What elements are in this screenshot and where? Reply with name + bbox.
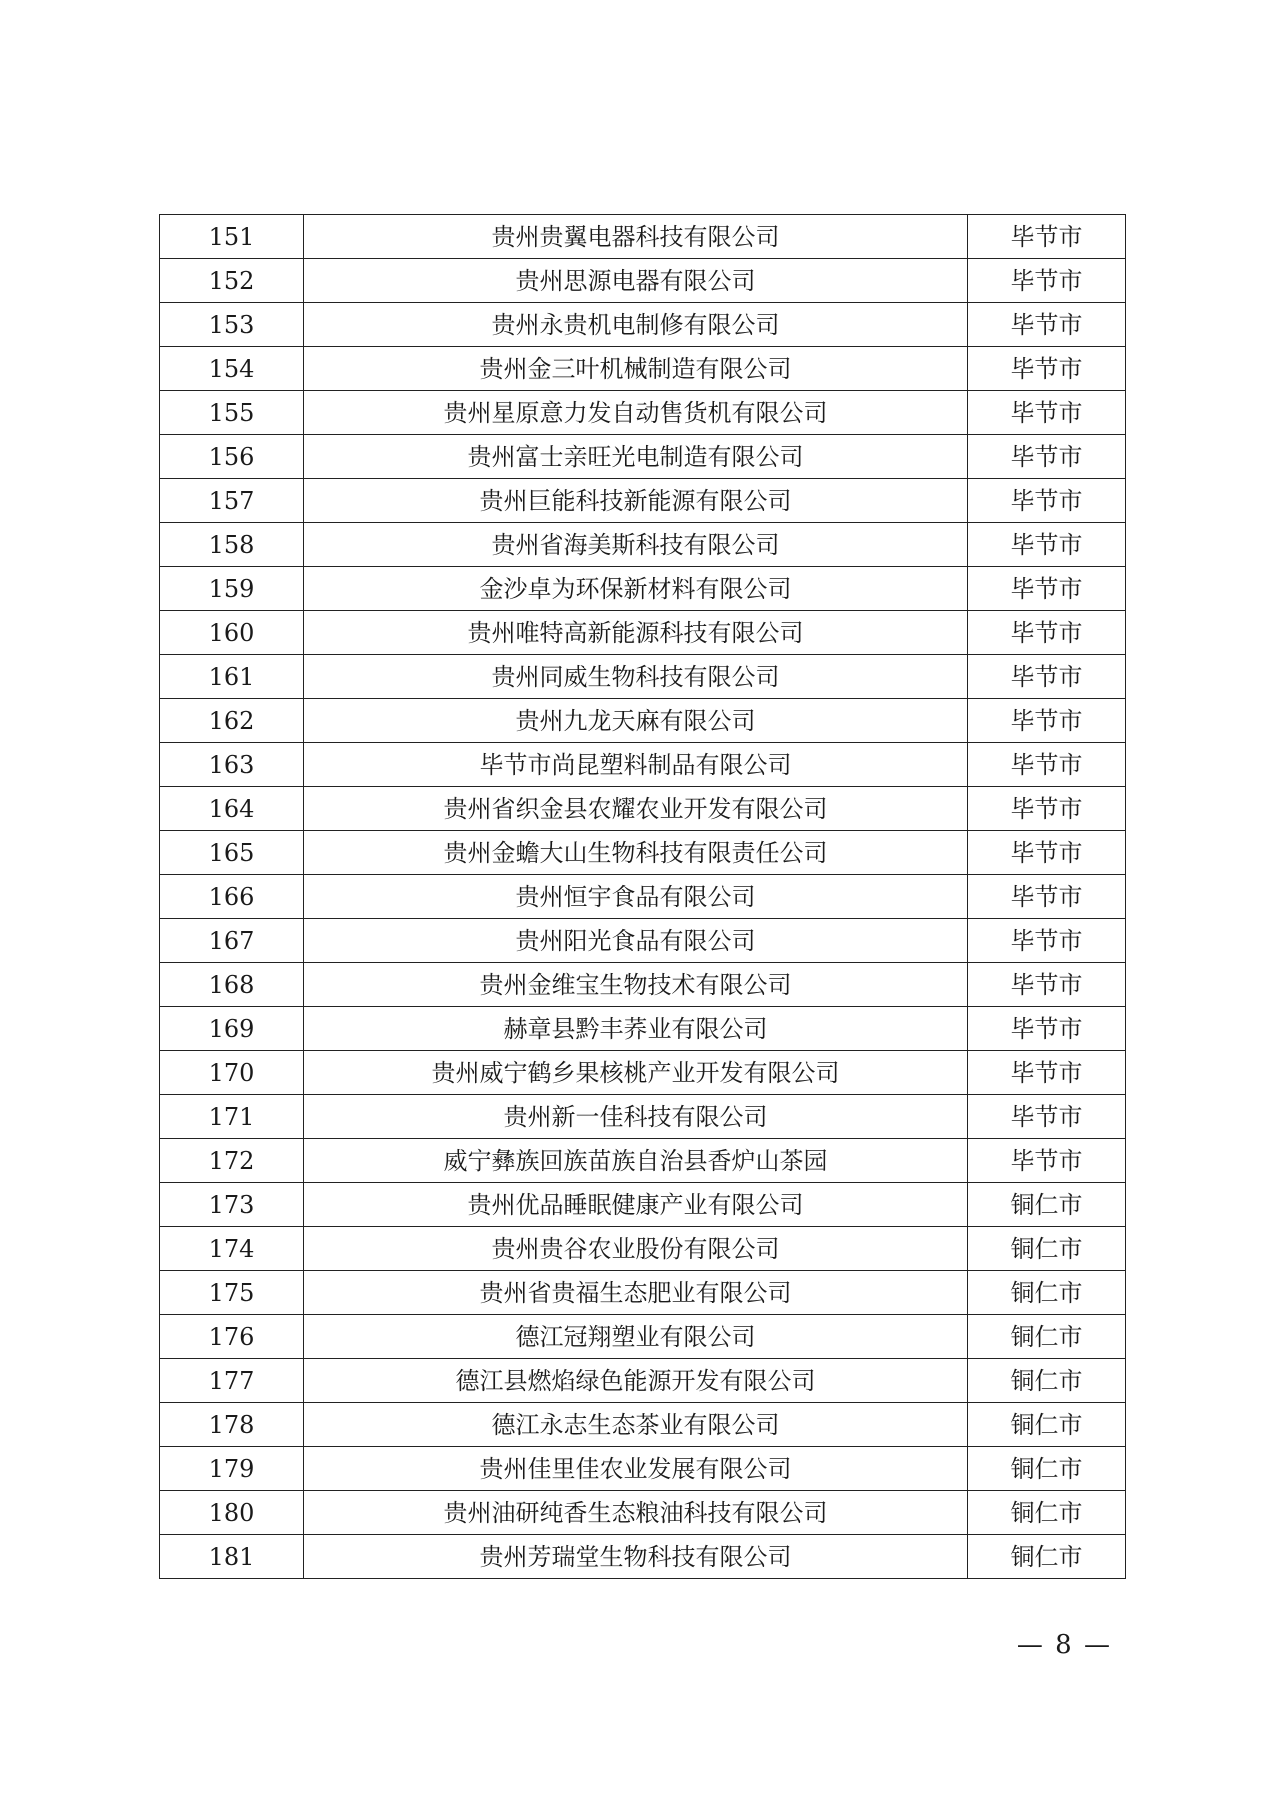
city-cell: 铜仁市: [968, 1271, 1126, 1315]
company-name-cell: 德江永志生态茶业有限公司: [304, 1403, 968, 1447]
table-row: [160, 963, 1126, 1007]
row-number-cell: 156: [160, 435, 304, 479]
table-row: [160, 303, 1126, 347]
row-number-cell: 158: [160, 523, 304, 567]
city-cell: 铜仁市: [968, 1227, 1126, 1271]
city-cell: 毕节市: [968, 831, 1126, 875]
table-row: [160, 1535, 1126, 1579]
row-number-cell: 168: [160, 963, 304, 1007]
company-name-cell: 贵州贵翼电器科技有限公司: [304, 215, 968, 259]
city-cell: 铜仁市: [968, 1535, 1126, 1579]
row-number-cell: 172: [160, 1139, 304, 1183]
company-name-cell: 贵州星原意力发自动售货机有限公司: [304, 391, 968, 435]
company-name-cell: 贵州省织金县农耀农业开发有限公司: [304, 787, 968, 831]
row-number-cell: 154: [160, 347, 304, 391]
row-number-cell: 166: [160, 875, 304, 919]
row-number-cell: 180: [160, 1491, 304, 1535]
table-row: [160, 1447, 1126, 1491]
city-cell: 毕节市: [968, 919, 1126, 963]
table-row: [160, 1183, 1126, 1227]
company-name-cell: 贵州威宁鹤乡果核桃产业开发有限公司: [304, 1051, 968, 1095]
table-row: [160, 523, 1126, 567]
company-name-cell: 贵州油研纯香生态粮油科技有限公司: [304, 1491, 968, 1535]
company-name-cell: 毕节市尚昆塑料制品有限公司: [304, 743, 968, 787]
city-cell: 毕节市: [968, 787, 1126, 831]
row-number-cell: 167: [160, 919, 304, 963]
table-body: [160, 215, 1126, 1579]
city-cell: 毕节市: [968, 699, 1126, 743]
table-row: [160, 1227, 1126, 1271]
company-name-cell: 贵州优品睡眠健康产业有限公司: [304, 1183, 968, 1227]
city-cell: 毕节市: [968, 875, 1126, 919]
company-name-cell: 贵州唯特高新能源科技有限公司: [304, 611, 968, 655]
row-number-cell: 162: [160, 699, 304, 743]
table-row: [160, 1403, 1126, 1447]
city-cell: 铜仁市: [968, 1447, 1126, 1491]
city-cell: 毕节市: [968, 259, 1126, 303]
row-number-cell: 164: [160, 787, 304, 831]
company-name-cell: 贵州省贵福生态肥业有限公司: [304, 1271, 968, 1315]
city-cell: 毕节市: [968, 1139, 1126, 1183]
row-number-cell: 157: [160, 479, 304, 523]
city-cell: 毕节市: [968, 479, 1126, 523]
city-cell: 毕节市: [968, 1051, 1126, 1095]
company-name-cell: 德江县燃焰绿色能源开发有限公司: [304, 1359, 968, 1403]
row-number-cell: 153: [160, 303, 304, 347]
city-cell: 毕节市: [968, 567, 1126, 611]
city-cell: 铜仁市: [968, 1183, 1126, 1227]
table-row: [160, 655, 1126, 699]
row-number-cell: 151: [160, 215, 304, 259]
row-number-cell: 165: [160, 831, 304, 875]
table-row: [160, 1007, 1126, 1051]
table-row: [160, 611, 1126, 655]
company-name-cell: 赫章县黔丰荞业有限公司: [304, 1007, 968, 1051]
company-name-cell: 威宁彝族回族苗族自治县香炉山茶园: [304, 1139, 968, 1183]
company-name-cell: 贵州九龙天麻有限公司: [304, 699, 968, 743]
row-number-cell: 152: [160, 259, 304, 303]
city-cell: 毕节市: [968, 1007, 1126, 1051]
city-cell: 毕节市: [968, 1095, 1126, 1139]
company-name-cell: 贵州阳光食品有限公司: [304, 919, 968, 963]
city-cell: 毕节市: [968, 391, 1126, 435]
company-name-cell: 贵州金蟾大山生物科技有限责任公司: [304, 831, 968, 875]
row-number-cell: 169: [160, 1007, 304, 1051]
company-name-cell: 贵州金维宝生物技术有限公司: [304, 963, 968, 1007]
table-row: [160, 567, 1126, 611]
page-number: — 8 —: [1016, 1630, 1112, 1660]
city-cell: 毕节市: [968, 303, 1126, 347]
company-name-cell: 贵州佳里佳农业发展有限公司: [304, 1447, 968, 1491]
table-row: [160, 875, 1126, 919]
city-cell: 毕节市: [968, 347, 1126, 391]
row-number-cell: 177: [160, 1359, 304, 1403]
city-cell: 毕节市: [968, 655, 1126, 699]
company-name-cell: 贵州恒宇食品有限公司: [304, 875, 968, 919]
row-number-cell: 170: [160, 1051, 304, 1095]
company-name-cell: 贵州思源电器有限公司: [304, 259, 968, 303]
company-name-cell: 贵州富士亲旺光电制造有限公司: [304, 435, 968, 479]
row-number-cell: 160: [160, 611, 304, 655]
table-row: [160, 347, 1126, 391]
row-number-cell: 155: [160, 391, 304, 435]
company-name-cell: 贵州永贵机电制修有限公司: [304, 303, 968, 347]
table-row: [160, 1315, 1126, 1359]
table-row: [160, 435, 1126, 479]
company-name-cell: 金沙卓为环保新材料有限公司: [304, 567, 968, 611]
city-cell: 毕节市: [968, 215, 1126, 259]
company-name-cell: 贵州新一佳科技有限公司: [304, 1095, 968, 1139]
company-name-cell: 贵州贵谷农业股份有限公司: [304, 1227, 968, 1271]
table-row: [160, 259, 1126, 303]
city-cell: 铜仁市: [968, 1315, 1126, 1359]
table-row: [160, 699, 1126, 743]
company-name-cell: 德江冠翔塑业有限公司: [304, 1315, 968, 1359]
row-number-cell: 163: [160, 743, 304, 787]
row-number-cell: 173: [160, 1183, 304, 1227]
row-number-cell: 181: [160, 1535, 304, 1579]
city-cell: 铜仁市: [968, 1359, 1126, 1403]
city-cell: 铜仁市: [968, 1403, 1126, 1447]
row-number-cell: 161: [160, 655, 304, 699]
table-row: [160, 215, 1126, 259]
row-number-cell: 159: [160, 567, 304, 611]
company-name-cell: 贵州同威生物科技有限公司: [304, 655, 968, 699]
company-name-cell: 贵州金三叶机械制造有限公司: [304, 347, 968, 391]
table-row: [160, 1271, 1126, 1315]
city-cell: 毕节市: [968, 523, 1126, 567]
table-row: [160, 479, 1126, 523]
table-row: [160, 1359, 1126, 1403]
row-number-cell: 174: [160, 1227, 304, 1271]
table-row: [160, 1051, 1126, 1095]
table-row: [160, 1491, 1126, 1535]
company-list-table: [159, 214, 1126, 1579]
table-row: [160, 391, 1126, 435]
company-name-cell: 贵州省海美斯科技有限公司: [304, 523, 968, 567]
table-row: [160, 919, 1126, 963]
table-row: [160, 1139, 1126, 1183]
table-row: [160, 743, 1126, 787]
table-row: [160, 1095, 1126, 1139]
table-row: [160, 831, 1126, 875]
city-cell: 铜仁市: [968, 1491, 1126, 1535]
table-row: [160, 787, 1126, 831]
city-cell: 毕节市: [968, 611, 1126, 655]
city-cell: 毕节市: [968, 963, 1126, 1007]
city-cell: 毕节市: [968, 743, 1126, 787]
row-number-cell: 178: [160, 1403, 304, 1447]
row-number-cell: 179: [160, 1447, 304, 1491]
company-name-cell: 贵州芳瑞堂生物科技有限公司: [304, 1535, 968, 1579]
city-cell: 毕节市: [968, 435, 1126, 479]
row-number-cell: 171: [160, 1095, 304, 1139]
company-name-cell: 贵州巨能科技新能源有限公司: [304, 479, 968, 523]
row-number-cell: 175: [160, 1271, 304, 1315]
row-number-cell: 176: [160, 1315, 304, 1359]
